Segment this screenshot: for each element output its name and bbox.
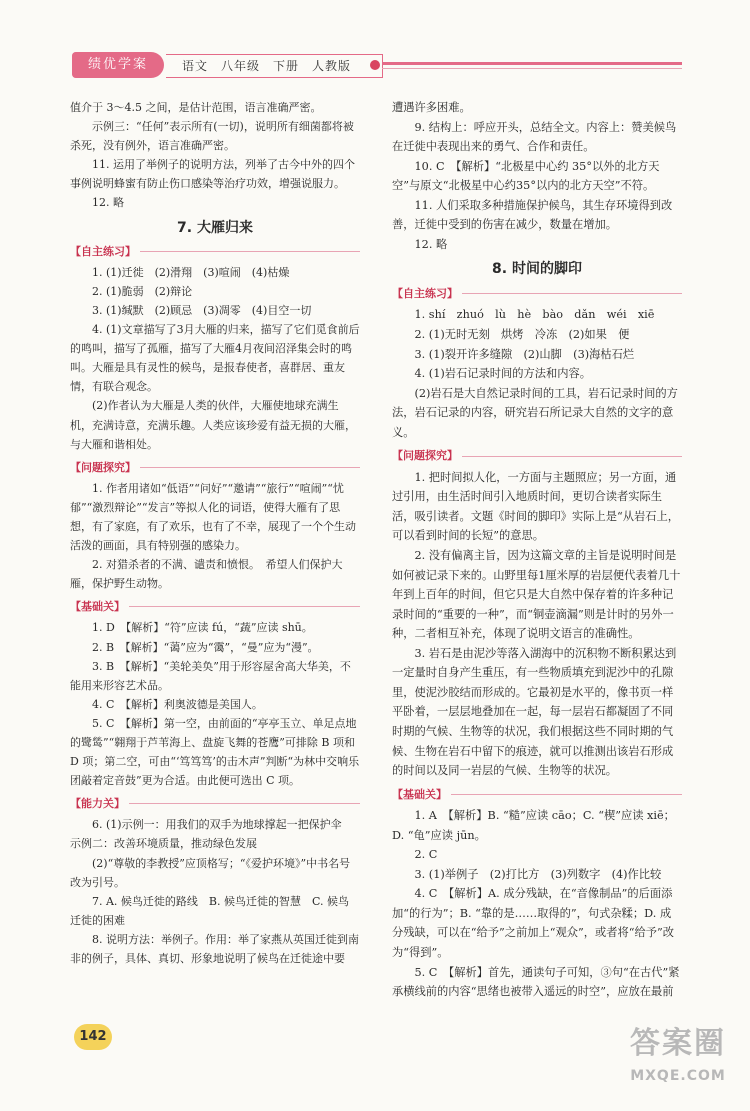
answer-line: 2. 对猎杀者的不满、谴责和愤恨。 希望人们保护大雁，保护野生动物。 [70,558,343,591]
answer-line: 1. D 【解析】“符”应读 fú，“蔬”应读 shū。 [92,621,313,635]
text-line: 遭遇许多困难。 [392,101,471,114]
answer-line: 3. (1)缄默 (2)顾忌 (3)凋零 (4)目空一切 [92,303,312,317]
left-column [70,98,360,968]
answer-line: (2)作者认为大雁是人类的伙伴，大雁使地球充满生机，充满诗意，充满乐趣。人类应该珍爱有益无损的大雁，与大雁和谐相处。 [70,399,356,451]
answer-line: 6. (1)示例一：用我们的双手为地球撑起一把保护伞 [92,818,342,832]
text-line: 11. 人们采取多种措施保护候鸟，其生存环境得到改善，迁徙中受到的伤害在减少，数量在增加。 [392,198,673,232]
page-header [0,0,750,95]
answer-line: 5. C 【解析】首先，通读句子可知，③句“在古代”紧承横线前的内容“思绪也被带入遥远的时空”，应放在最前 [392,965,680,999]
answer-line: 1. (1)迁徙 (2)滑翔 (3)喧闹 (4)枯燥 [92,265,290,279]
answer-line: 3. 岩石是由泥沙等落入湖海中的沉积物不断积累达到一定量时自身产生重压，有一些物质填充到泥沙中的孔隙里，使泥沙胶结而形成的。它最初是水平的，像书页一样平卧着，一层层地叠加在一起，每一层岩石都凝固了不同时期的气候、生物等的状况，我们根据这些不同时期的气候、生物在岩石中留下的痕迹，就可以推测出该岩石形成的时间以及同一岩层的气候、生物等的状况。 [392,646,677,778]
brand-label: 绩优学案 [72,52,164,78]
tag-zizhu: 【自主练习】 [70,242,360,261]
header-rule-thin [382,68,682,69]
text-line: 9. 结构上：呼应开头，总结全文。内容上：赞美候鸟在迁徙中表现出来的勇气、合作和责任。 [392,120,677,154]
page-number: 142 [74,1024,112,1050]
tag-jichu: 【基础关】 [70,597,360,616]
answer-line: 2. C [414,848,438,862]
subject-label: 语文 八年级 下册 人教版 [166,54,383,78]
tag-wenti: 【问题探究】 [392,446,682,466]
tag-wenti: 【问题探究】 [70,458,360,477]
watermark-url: MXQE.COM [630,1068,726,1084]
watermark [618,1020,738,1100]
answer-line: 1. shí zhuó lù hè bào dǎn wéi xiē [414,308,655,322]
text-line: 12. 略 [92,196,124,210]
answer-line: 4. (1)岩石记录时间的方法和内容。 [414,367,591,381]
section-title-8: 8. 时间的脚印 [492,261,582,278]
header-rule [382,62,682,65]
watermark-logo: 答案圈 [630,1026,726,1061]
answer-line: 4. (1)文章描写了3月大雁的归来，描写了它们觅食前后的鸣叫，描写了孤雁，描写了大雁4月夜间沼泽集会时的鸣叫。大雁是具有灵性的候鸟，是报春使者，喜群居、重友情，有联合观念。 [70,323,360,394]
tag-jichu: 【基础关】 [392,785,682,805]
answer-line: 2. (1)无时无刻 烘烤 冷冻 (2)如果 便 [414,328,630,342]
tag-zizhu: 【自主练习】 [392,284,682,304]
answer-line: 1. 把时间拟人化，一方面与主题照应；另一方面，通过引用，由生活时间引入地质时间，更切合读者实际生活，吸引读者。文题《时间的脚印》实际上是“从岩石上，可以看到时间的长短”的意思。 [392,470,680,543]
answer-line: 8. 说明方法：举例子。作用：举了家燕从英国迁徙到南非的例子，具体、真切、形象地说明了候鸟在迁徙途中要 [70,932,359,966]
text-line: 11. 运用了举例子的说明方法，列举了古今中外的四个事例说明蜂蜜有防止伤口感染等治疗功效，增强说服力。 [70,158,355,191]
answer-line: 1. 作者用诸如“低语”“问好”“邀请”“旅行”“喧闹”“忧郁”“激烈辩论”“发言”等拟人化的词语，使得大雁有了思想，有了家庭，有了欢乐，也有了不幸，展现了一个个生动活泼的画面，具有特别强的感染力。 [70,481,356,553]
answer-line: 3. (1)裂开许多缝隙 (2)山脚 (3)海枯石烂 [414,347,635,361]
text-line: 10. C 【解析】“北极星中心约 35°以外的北方天空”与原文“北极星中心约35°以内的北方天空”不符。 [392,159,660,193]
answer-line: 2. B 【解析】“蔼”应为“霭”，“曼”应为“漫”。 [92,640,319,654]
answer-line: 1. A 【解析】B. “糙”应读 cāo；C. “楔”应读 xiē；D. “龟”应读 jūn。 [392,809,675,842]
answer-line: 5. C 【解析】第一空，由前面的“亭亭玉立、单足点地的鹭鸶”“翱翔于芦苇海上、盘旋飞舞的苍鹰”可排除 B 项和 D 项；第二空，可由“‘笃笃笃’的击木声”判断“为林中交响乐团敲着定音鼓”更为合适。由此便可选出 C 项。 [70,716,360,788]
text-line: 示例三：“任何”表示所有(一切)，说明所有细菌都将被杀死，没有例外，语言准确严密。 [70,120,354,153]
answer-line: 4. C 【解析】A. 成分残缺，在“音像制品”的后面添加“的行为”；B. “靠的是……取得的”，句式杂糅；D. 成分残缺，可以在“给予”之前加上“观众”，或者将“给予”改为“得到”。 [392,887,675,959]
answer-line: (2)“尊敬的李教授”应顶格写；“《爱护环境》”中书名号改为引号。 [70,856,351,889]
answer-line: 2. (1)脆弱 (2)辩论 [92,284,193,298]
answer-line: (2)岩石是大自然记录时间的工具，岩石记录时间的方法，岩石记录的内容，研究岩石所记录大自然的文字的意义。 [392,386,678,439]
answer-line: 2. 没有偏离主旨，因为这篇文章的主旨是说明时间是如何被记录下来的。山野里每1厘米厚的岩层便代表着几十年到上百年的时间，但它只是大自然中保存着的许多种记录时间的“重要的一种”，而“铜壶滴漏”则是计时的另外一种，二者相互补充，体现了说明文语言的准确性。 [392,549,681,641]
section-title-7: 7. 大雁归来 [177,219,253,236]
text-line: 12. 略 [414,237,448,251]
answer-line: 示例二：改善环境质量，推动绿色发展 [70,837,257,851]
answer-line: 4. C 【解析】利奥波德是美国人。 [92,697,263,711]
right-column [392,98,682,1002]
answer-line: 3. (1)举例子 (2)打比方 (3)列数字 (4)作比较 [414,867,662,881]
tag-nengli: 【能力关】 [70,794,360,813]
text-line: 值介于 3～4.5 之间，是估计范围，语言准确严密。 [70,101,322,114]
answer-line: 3. B 【解析】“美轮美奂”用于形容屋舍高大华美，不能用来形容艺术品。 [70,659,351,692]
answer-line: 7. A. 候鸟迁徙的路线 B. 候鸟迁徙的智慧 C. 候鸟迁徙的困难 [70,894,350,927]
header-dot [370,60,380,70]
